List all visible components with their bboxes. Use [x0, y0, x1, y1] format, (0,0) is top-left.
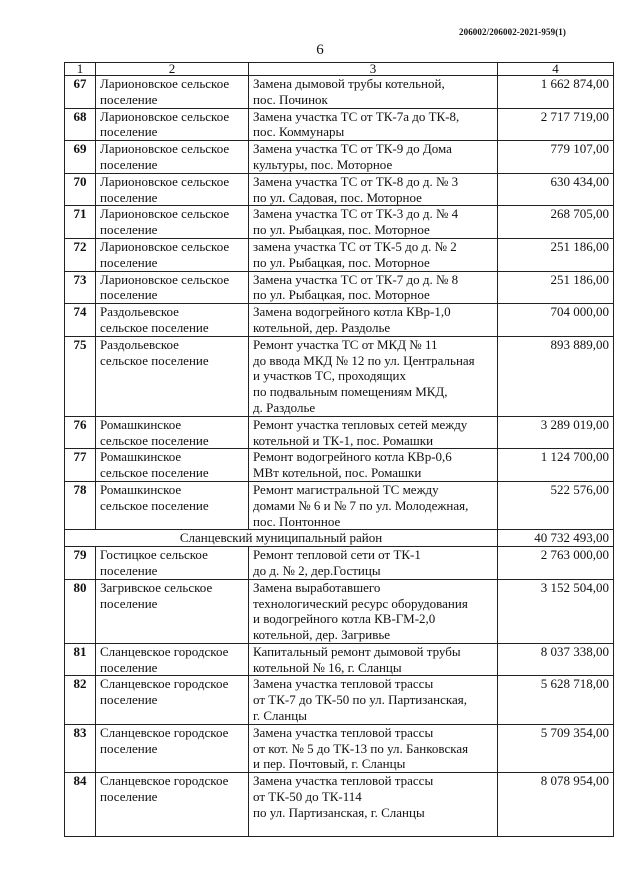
district-row — [65, 530, 614, 547]
amount-cell: 8 037 338,00 — [498, 643, 614, 676]
table-row — [65, 238, 614, 271]
row-number: 83 — [65, 724, 96, 772]
settlement-cell — [96, 481, 249, 529]
settlement-line: Ларионовское сельское — [100, 271, 230, 287]
work-description-cell — [249, 449, 498, 482]
row-number: 78 — [65, 481, 96, 529]
table-row — [65, 416, 614, 449]
work-line: до д. № 2, дер.Гостицы — [253, 562, 381, 578]
table-row — [65, 173, 614, 206]
settlement-line: поселение — [100, 789, 158, 805]
settlement-line: поселение — [100, 287, 158, 303]
work-line: Ремонт тепловой сети от ТК-1 — [253, 547, 421, 563]
amount-cell: 3 289 019,00 — [498, 416, 614, 449]
settlement-cell — [96, 238, 249, 271]
settlement-cell — [96, 141, 249, 174]
settlement-line: Сланцевское городское — [100, 773, 229, 789]
settlement-line: Ромашкинское — [100, 481, 182, 497]
amount-cell: 8 078 954,00 — [498, 773, 614, 837]
table-row — [65, 141, 614, 174]
settlement-cell — [96, 416, 249, 449]
settlement-line: поселение — [100, 740, 158, 756]
settlement-line: сельское поселение — [100, 432, 209, 448]
row-number: 67 — [65, 76, 96, 109]
settlement-line: Ларионовское сельское — [100, 173, 230, 189]
work-line: по ул. Партизанская, г. Сланцы — [253, 804, 425, 820]
amount-cell: 1 124 700,00 — [498, 449, 614, 482]
district-total: 40 732 493,00 — [498, 530, 614, 547]
settlement-line: Гостицкое сельское — [100, 547, 208, 563]
settlement-line: поселение — [100, 562, 158, 578]
table-row — [65, 206, 614, 239]
work-line: котельной № 16, г. Сланцы — [253, 659, 402, 675]
amount-cell: 251 186,00 — [498, 271, 614, 304]
row-number: 76 — [65, 416, 96, 449]
work-line: г. Сланцы — [253, 708, 307, 724]
settlement-line: поселение — [100, 595, 158, 611]
work-line: и водогрейного котла КВ-ГМ-2,0 — [253, 611, 436, 627]
table-row — [65, 336, 614, 416]
amount-cell: 522 576,00 — [498, 481, 614, 529]
table-row — [65, 676, 614, 724]
work-line: Замена участка ТС от ТК-3 до д. № 4 — [253, 206, 459, 222]
settlement-line: сельское поселение — [100, 319, 209, 335]
amount-cell: 3 152 504,00 — [498, 579, 614, 643]
settlement-line: Ромашкинское — [100, 449, 182, 465]
work-line — [253, 821, 493, 837]
row-number: 71 — [65, 206, 96, 239]
amount-cell: 1 662 874,00 — [498, 76, 614, 109]
work-line: технологический ресурс оборудования — [253, 595, 468, 611]
settlement-cell — [96, 336, 249, 416]
work-line: по ул. Рыбацкая, пос. Моторное — [253, 254, 430, 270]
work-description-cell — [249, 76, 498, 109]
settlement-cell — [96, 676, 249, 724]
settlement-line: Раздольевское — [100, 336, 179, 352]
amount-cell: 2 763 000,00 — [498, 547, 614, 580]
work-line: Ремонт магистральной ТС между — [253, 481, 439, 497]
amount-cell: 5 709 354,00 — [498, 724, 614, 772]
work-description-cell — [249, 238, 498, 271]
settlement-line: Ларионовское сельское — [100, 238, 230, 254]
settlement-cell — [96, 206, 249, 239]
work-description-cell — [249, 676, 498, 724]
work-line: до ввода МКД № 12 по ул. Центральная — [253, 352, 475, 368]
row-number: 70 — [65, 173, 96, 206]
work-line: и пер. Почтовый, г. Сланцы — [253, 756, 406, 772]
work-line: и участков ТС, проходящих — [253, 368, 406, 384]
amount-cell: 251 186,00 — [498, 238, 614, 271]
settlement-cell — [96, 108, 249, 141]
settlement-line: Сланцевское городское — [100, 724, 229, 740]
work-line: Ремонт водогрейного котла КВр-0,6 — [253, 449, 452, 465]
work-description-cell — [249, 206, 498, 239]
settlement-line: сельское поселение — [100, 465, 209, 481]
funding-table — [64, 62, 614, 837]
column-header: 4 — [498, 63, 614, 76]
row-number: 77 — [65, 449, 96, 482]
work-line: Замена участка тепловой трассы — [253, 676, 434, 692]
work-description-cell — [249, 271, 498, 304]
work-description-cell — [249, 773, 498, 837]
work-line: Замена участка ТС от ТК-7а до ТК-8, — [253, 108, 460, 124]
settlement-line: Ларионовское сельское — [100, 76, 230, 91]
table-row — [65, 579, 614, 643]
work-description-cell — [249, 173, 498, 206]
settlement-line: поселение — [100, 124, 158, 140]
settlement-line: поселение — [100, 222, 158, 238]
table-row — [65, 304, 614, 337]
column-header: 1 — [65, 63, 96, 76]
table-row — [65, 271, 614, 304]
settlement-line: Загривское сельское — [100, 579, 213, 595]
work-line: котельной и ТК-1, пос. Ромашки — [253, 432, 434, 448]
work-line: Замена выработавшего — [253, 579, 381, 595]
work-line: пос. Починок — [253, 91, 328, 107]
work-line: Замена дымовой трубы котельной, — [253, 76, 445, 91]
work-description-cell — [249, 141, 498, 174]
settlement-line: поселение — [100, 156, 158, 172]
work-line: Ремонт участка ТС от МКД № 11 — [253, 336, 438, 352]
work-line: культуры, пос. Моторное — [253, 156, 393, 172]
work-line: домами № 6 и № 7 по ул. Молодежная, — [253, 497, 469, 513]
amount-cell: 779 107,00 — [498, 141, 614, 174]
row-number: 80 — [65, 579, 96, 643]
work-line: пос. Понтонное — [253, 513, 341, 529]
row-number: 79 — [65, 547, 96, 580]
settlement-line: поселение — [100, 91, 158, 107]
work-line: от ТК-50 до ТК-114 — [253, 789, 362, 805]
amount-cell: 2 717 719,00 — [498, 108, 614, 141]
work-line: МВт котельной, пос. Ромашки — [253, 465, 422, 481]
settlement-line: сельское поселение — [100, 497, 209, 513]
amount-cell: 630 434,00 — [498, 173, 614, 206]
amount-cell: 5 628 718,00 — [498, 676, 614, 724]
work-line: Замена участка ТС от ТК-9 до Дома — [253, 141, 452, 157]
work-line: Капитальный ремонт дымовой трубы — [253, 643, 461, 659]
work-line: Замена участка ТС от ТК-7 до д. № 8 — [253, 271, 459, 287]
settlement-cell — [96, 271, 249, 304]
table-row — [65, 773, 614, 837]
amount-cell: 704 000,00 — [498, 304, 614, 337]
settlement-cell — [96, 773, 249, 837]
table-row — [65, 547, 614, 580]
settlement-cell — [96, 449, 249, 482]
district-name: Сланцевский муниципальный район — [65, 530, 498, 547]
work-line: Замена участка тепловой трассы — [253, 724, 434, 740]
row-number: 75 — [65, 336, 96, 416]
settlement-cell — [96, 643, 249, 676]
settlement-line: сельское поселение — [100, 352, 209, 368]
table-row — [65, 643, 614, 676]
settlement-cell — [96, 76, 249, 109]
row-number: 69 — [65, 141, 96, 174]
settlement-line: Ларионовское сельское — [100, 108, 230, 124]
column-header: 2 — [96, 63, 249, 76]
work-description-cell — [249, 481, 498, 529]
table-row — [65, 76, 614, 109]
work-line: по ул. Садовая, пос. Моторное — [253, 189, 422, 205]
work-line: по ул. Рыбацкая, пос. Моторное — [253, 287, 430, 303]
settlement-line: Сланцевское городское — [100, 676, 229, 692]
settlement-cell — [96, 304, 249, 337]
work-description-cell — [249, 108, 498, 141]
amount-cell: 893 889,00 — [498, 336, 614, 416]
row-number: 84 — [65, 773, 96, 837]
work-description-cell — [249, 416, 498, 449]
table-row — [65, 481, 614, 529]
column-header: 3 — [249, 63, 498, 76]
work-description-cell — [249, 643, 498, 676]
row-number: 82 — [65, 676, 96, 724]
work-line: котельной, дер. Загривье — [253, 627, 391, 643]
table-row — [65, 108, 614, 141]
work-description-cell — [249, 336, 498, 416]
row-number: 72 — [65, 238, 96, 271]
work-description-cell — [249, 724, 498, 772]
work-line: котельной, дер. Раздолье — [253, 319, 391, 335]
settlement-line: Ларионовское сельское — [100, 141, 230, 157]
work-line: по подвальным помещениям МКД, — [253, 384, 448, 400]
work-line: Замена участка тепловой трассы — [253, 773, 434, 789]
work-line: д. Раздолье — [253, 399, 316, 415]
work-line: замена участка ТС от ТК-5 до д. № 2 — [253, 238, 457, 254]
settlement-line: Сланцевское городское — [100, 643, 229, 659]
page-number: 6 — [316, 42, 324, 58]
settlement-line: Ромашкинское — [100, 416, 182, 432]
work-description-cell — [249, 579, 498, 643]
work-line: от кот. № 5 до ТК-13 по ул. Банковская — [253, 740, 469, 756]
work-line: от ТК-7 до ТК-50 по ул. Партизанская, — [253, 692, 468, 708]
settlement-line: Раздольевское — [100, 304, 179, 320]
settlement-cell — [96, 579, 249, 643]
document-id: 206002/206002-2021-959(1) — [459, 27, 566, 37]
row-number: 73 — [65, 271, 96, 304]
amount-cell: 268 705,00 — [498, 206, 614, 239]
work-description-cell — [249, 304, 498, 337]
row-number: 81 — [65, 643, 96, 676]
work-line: Замена участка ТС от ТК-8 до д. № 3 — [253, 173, 459, 189]
work-line: по ул. Рыбацкая, пос. Моторное — [253, 222, 430, 238]
table-row — [65, 449, 614, 482]
row-number: 74 — [65, 304, 96, 337]
settlement-cell — [96, 724, 249, 772]
row-number: 68 — [65, 108, 96, 141]
work-line: пос. Коммунары — [253, 124, 345, 140]
table-header-row — [65, 63, 614, 76]
settlement-cell — [96, 173, 249, 206]
work-line: Замена водогрейного котла КВр-1,0 — [253, 304, 451, 320]
table-row — [65, 724, 614, 772]
work-line: Ремонт участка тепловых сетей между — [253, 416, 468, 432]
settlement-line: поселение — [100, 659, 158, 675]
settlement-cell — [96, 547, 249, 580]
settlement-line: поселение — [100, 692, 158, 708]
settlement-line: поселение — [100, 189, 158, 205]
work-description-cell — [249, 547, 498, 580]
settlement-line: поселение — [100, 254, 158, 270]
settlement-line: Ларионовское сельское — [100, 206, 230, 222]
